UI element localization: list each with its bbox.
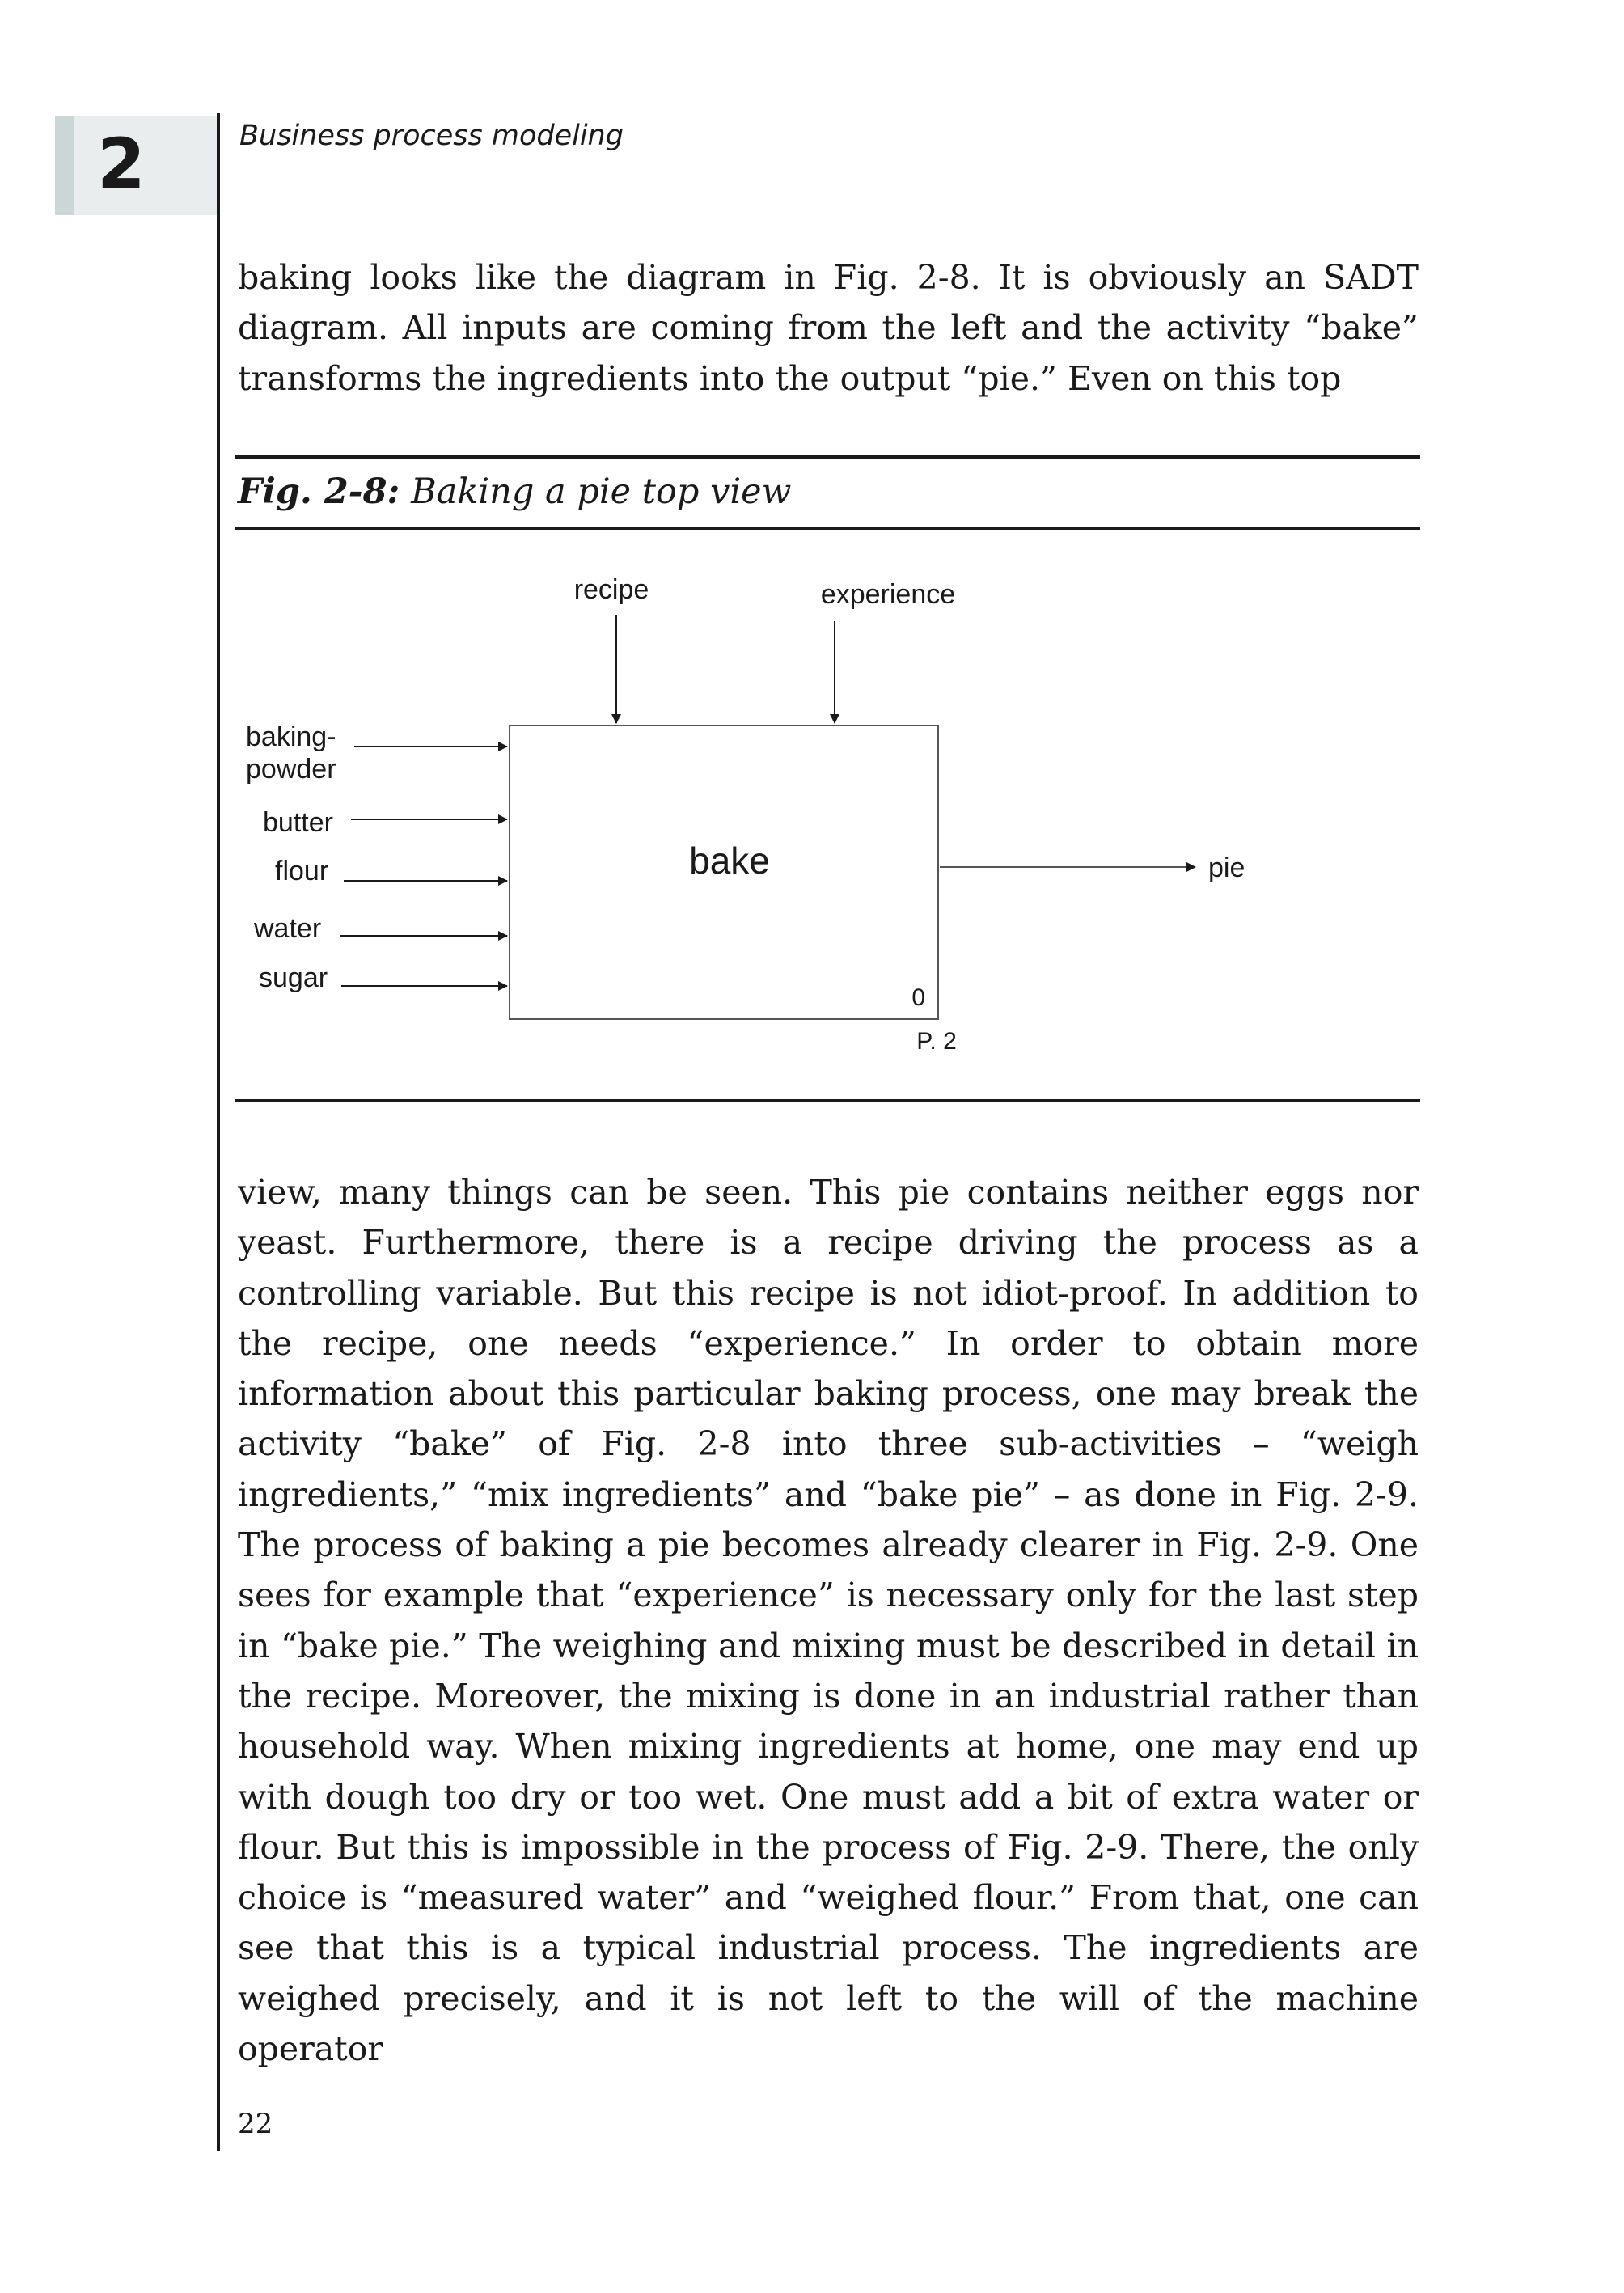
control-label-recipe: recipe	[573, 574, 649, 605]
output-label-pie: pie	[1208, 852, 1245, 883]
margin-rule	[217, 113, 220, 2151]
figure-number: Fig. 2-8:	[238, 472, 400, 512]
control-label-experience: experience	[820, 579, 956, 610]
input-label-butter: butter	[263, 807, 333, 838]
node-number: 0	[911, 984, 925, 1011]
input-label-water: water	[254, 913, 322, 944]
input-label-baking-powder-2: powder	[246, 754, 336, 785]
input-label-sugar: sugar	[259, 962, 328, 993]
figure-top-rule	[235, 455, 1420, 459]
figure-caption	[238, 467, 791, 516]
sadt-diagram	[235, 550, 1420, 1092]
page-number: 22	[238, 2108, 273, 2140]
figure-title: Baking a pie top view	[411, 472, 792, 512]
paragraph-body: view, many things can be seen. This pie contains neither eggs nor yeast. Furthermore, there is a recipe driving the process as a controlling variable. But this recipe is not idiot-proof. In addition to the recipe, one needs “experience.” In order to obtain more information about this particular baking process, one may break the activity “bake” of Fig. 2-8 into three sub-activities – “weigh ingredients,” “mix ingredients” and “bake pie” – as done in Fig. 2-9. The process of baking a pie becomes already clearer in Fig. 2-9. One sees for example that “experience” is necessary only for the last step in “bake pie.” The weighing and mixing must be described in detail in the recipe. Moreover, the mixing is done in an industrial rather than household way. When mixing ingredients at home, one may end up with dough too dry or too wet. One must add a bit of extra water or flour. But this is impossible in the process of Fig. 2-9. There, the only choice is “measured water” and “weighed flour.” From that, one can see that this is a typical industrial process. The ingredients are weighed precisely, and it is not left to the will of the machine operator	[238, 1173, 1419, 2069]
page-reference: P. 2	[916, 1028, 957, 1055]
chapter-number: 2	[97, 124, 146, 205]
paragraph-intro: baking looks like the diagram in Fig. 2-8. It is obviously an SADT diagram. All inputs are coming from the left and the activity “bake” transforms the ingredients into the output “pie.” Even on this top	[238, 258, 1419, 398]
running-head: Business process modeling	[239, 120, 624, 152]
figure-bottom-rule	[235, 1099, 1420, 1102]
chapter-tab-stripe	[55, 116, 74, 215]
activity-label: bake	[689, 840, 770, 882]
input-label-baking-powder-1: baking-	[246, 721, 336, 752]
input-label-flour: flour	[275, 856, 329, 886]
figure-caption-rule	[235, 527, 1420, 530]
